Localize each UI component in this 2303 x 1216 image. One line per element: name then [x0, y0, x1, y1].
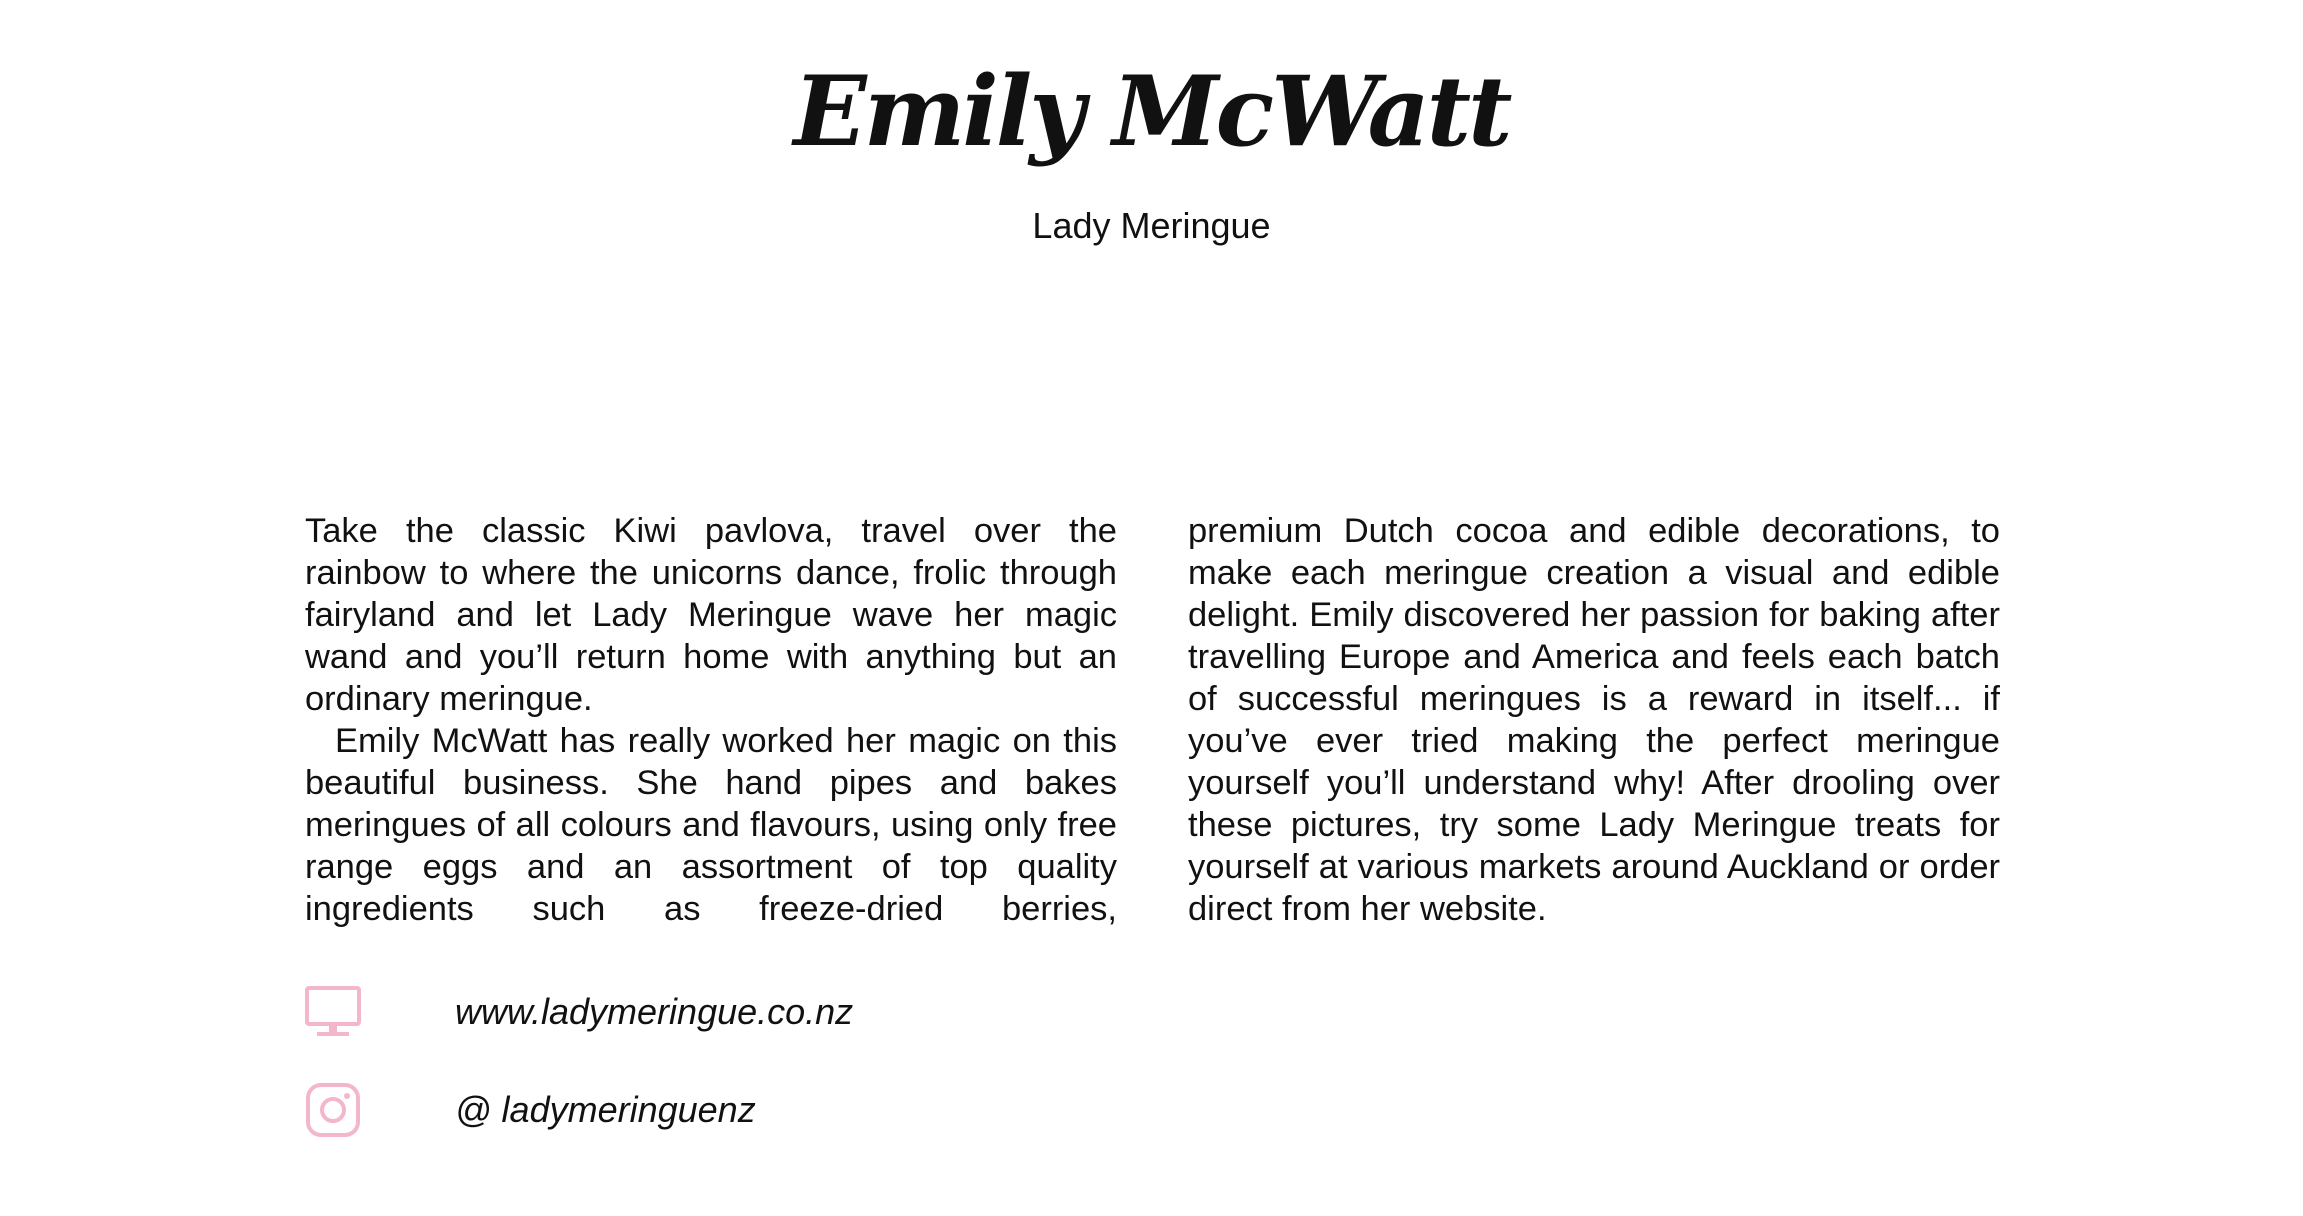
body-column-right	[1188, 510, 2000, 930]
instagram-icon	[305, 1082, 361, 1138]
paragraph-intro: Take the classic Kiwi pavlova, travel over the rainbow to where the unicorns dance, frolic through fairyland and let Lady Meringue wave her magic wand and you’ll return home with anything but an ordinary meringue.	[305, 512, 1117, 718]
paragraph-business: Emily McWatt has really worked her magic on this beautiful business. She hand pipes and bakes meringues of all colours and flavours, using only free range eggs and an assortment of top quality ingredients such as freeze-dried berries,	[305, 722, 1117, 928]
website-link[interactable]: www.ladymeringue.co.nz	[455, 991, 854, 1032]
paragraph-continuation: premium Dutch cocoa and edible decorations, to make each meringue creation a visual and edible delight. Emily discovered her passion for baking after travelling Europe and America and feels each batch of successful meringues is a reward in itself... if you’ve ever tried making the perfect meringue yourself you’ll understand why! After drooling over these pictures, try some Lady Meringue treats for yourself at various markets around Auckland or order direct from her website.	[1188, 512, 2000, 928]
body-column-left	[305, 510, 1117, 930]
monitor-icon	[305, 984, 361, 1040]
instagram-handle[interactable]: @ ladymeringuenz	[455, 1089, 756, 1130]
contact-instagram	[305, 1080, 756, 1140]
contact-website	[305, 982, 854, 1042]
business-name: Lady Meringue	[1032, 205, 1271, 246]
profile-name: Emily McWatt	[793, 55, 1510, 168]
